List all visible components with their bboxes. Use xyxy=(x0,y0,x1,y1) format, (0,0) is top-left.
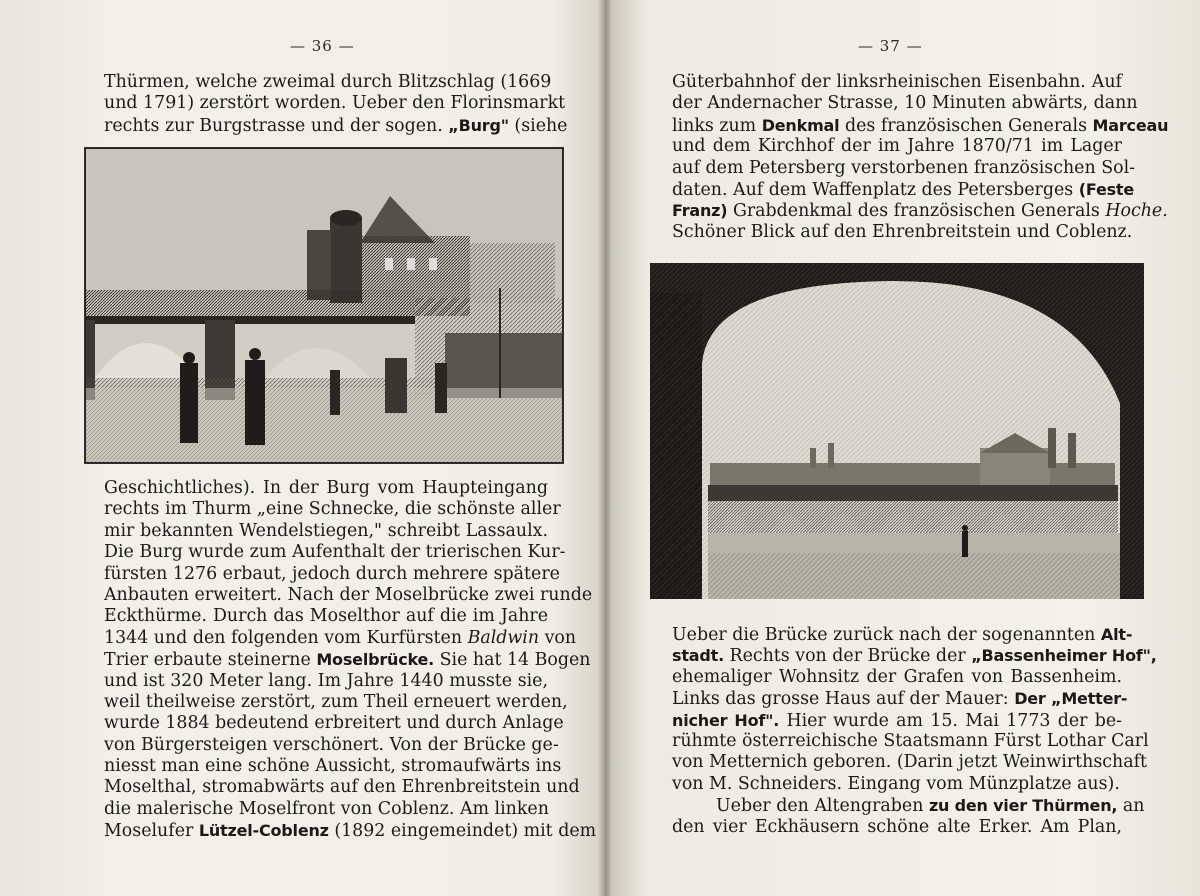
paragraph-main xyxy=(104,478,597,842)
keyword-luetzel-coblenz: Lützel-Coblenz xyxy=(198,821,329,841)
keyword-vier-thuermen: zu den vier Thürmen, xyxy=(928,796,1118,816)
text-line: Die Burg wurde zum Aufenthalt der trierischen Kur- xyxy=(104,542,566,563)
keyword-bassenheimer-hof: „Bassenheimer Hof", xyxy=(971,646,1157,666)
text-line: Anbauten erweitert. Nach der Moselbrücke zwei runde xyxy=(104,584,593,605)
page-number: — 36 — xyxy=(290,37,355,55)
text-line xyxy=(672,624,1133,645)
engraving-arch xyxy=(650,263,1144,599)
text-run: links zum xyxy=(672,115,757,136)
text-line: die malerische Moselfront von Coblenz. Am linken xyxy=(104,798,549,819)
text-run: Trier erbaute steinerne xyxy=(104,650,311,671)
text-line xyxy=(672,115,1169,136)
text-line: Güterbahnhof der linksrheinischen Eisenbahn. Auf xyxy=(672,72,1122,92)
text-line xyxy=(672,688,1128,710)
text-line: Moselthal, stromabwärts auf den Ehrenbreitstein und xyxy=(104,777,580,798)
page-number: — 37 — xyxy=(858,37,923,55)
text-line xyxy=(672,179,1135,200)
keyword-metternicher-hof: Der „Metter- xyxy=(1014,689,1128,709)
illustration-burg-bridge xyxy=(84,147,564,464)
text-line: der Andernacher Strasse, 10 Minuten abwärts, dann xyxy=(672,93,1138,114)
paragraph-main xyxy=(672,624,1157,838)
text-line xyxy=(672,200,1168,222)
text-line xyxy=(104,627,577,649)
engraving-burg xyxy=(85,148,563,463)
text-run: des französischen Generals xyxy=(844,115,1087,136)
keyword-metternicher-hof-cont: nicher Hof". xyxy=(672,710,780,730)
text-line: rechts im Thurm „eine Schnecke, die schönste aller xyxy=(104,499,561,520)
text-line xyxy=(672,795,1145,817)
text-line: Geschichtliches). In der Burg vom Haupteingang xyxy=(104,478,548,498)
right-page xyxy=(606,0,1200,896)
name-hoche: Hoche. xyxy=(1105,201,1168,222)
text-run: rechts zur Burgstrasse und der sogen. xyxy=(104,115,443,136)
text-run: (1892 eingemeindet) mit dem xyxy=(334,821,597,842)
text-line: niesst man eine schöne Aussicht, stromaufwärts ins xyxy=(104,756,562,777)
keyword-burg: „Burg" xyxy=(448,115,509,135)
keyword-denkmal: Denkmal xyxy=(761,115,840,135)
text-run: Grabdenkmal des französischen Generals xyxy=(732,201,1100,222)
illustration-bridge-arch xyxy=(650,263,1144,599)
text-line xyxy=(672,710,1122,731)
text-line xyxy=(104,820,597,842)
name-baldwin: Baldwin xyxy=(467,627,540,648)
text-run: an xyxy=(1122,796,1145,817)
keyword-altstadt: Alt- xyxy=(1100,625,1133,644)
text-line: fürsten 1276 erbaut, jedoch durch mehrere spätere xyxy=(104,563,560,584)
text-line: ehemaliger Wohnsitz der Grafen von Bassenheim. xyxy=(672,666,1122,687)
text-line: den vier Eckhäusern schöne alte Erker. Am Plan, xyxy=(672,816,1122,837)
text-line: von Metternich geboren. (Darin jetzt Weinwirthschaft xyxy=(672,752,1147,773)
text-line: wurde 1884 bedeutend erbreitert und durch Anlage xyxy=(104,713,564,734)
text-line xyxy=(104,649,591,671)
text-line: auf dem Petersberg verstorbenen französischen Sol- xyxy=(672,157,1136,178)
text-run: 1344 und den folgenden vom Kurfürsten xyxy=(104,627,463,648)
text-line: rühmte österreichische Staatsmann Fürst Lothar Carl xyxy=(672,730,1149,751)
text-line xyxy=(104,115,568,136)
text-run: Ueber den Altengraben xyxy=(716,796,924,817)
keyword-moselbruecke: Moselbrücke. xyxy=(316,650,435,670)
text-run: Sie hat 14 Bogen xyxy=(439,650,591,671)
text-run: Rechts von der Brücke der xyxy=(729,646,966,667)
text-line: von M. Schneiders. Eingang vom Münzplatze aus). xyxy=(672,773,1120,794)
text-run: Ueber die Brücke zurück nach der sogenannten xyxy=(672,625,1096,645)
text-line: und ist 320 Meter lang. Im Jahre 1440 musste sie, xyxy=(104,670,548,691)
text-line: von Bürgersteigen verschönert. Von der Brücke ge- xyxy=(104,734,559,755)
text-line: Eckthürme. Durch das Moselthor auf die im Jahre xyxy=(104,606,548,627)
text-run: daten. Auf dem Waffenplatz des Petersberges xyxy=(672,179,1074,200)
keyword-feste: (Feste xyxy=(1078,179,1135,199)
text-line: Schöner Blick auf den Ehrenbreitstein und Coblenz. xyxy=(672,221,1133,242)
paragraph-top xyxy=(672,72,1169,243)
text-line: mir bekannten Wendelstiegen," schreibt Lassaulx. xyxy=(104,520,548,541)
text-line: Thürmen, welche zweimal durch Blitzschlag (1669 xyxy=(104,72,552,92)
text-run: von xyxy=(544,627,577,648)
text-line: und 1791) zerstört worden. Ueber den Florinsmarkt xyxy=(104,93,566,114)
text-line: weil theilweise zerstört, zum Theil erneuert werden, xyxy=(104,691,568,712)
paragraph-top xyxy=(104,72,568,136)
text-run: Hier wurde am 15. Mai 1773 der be- xyxy=(786,710,1123,731)
text-run: Links das grosse Haus auf der Mauer: xyxy=(672,689,1009,710)
keyword-altstadt-cont: stadt. xyxy=(672,646,724,666)
keyword-franz: Franz) xyxy=(672,201,728,221)
text-run: (siehe xyxy=(514,115,568,136)
text-run: Moselufer xyxy=(104,821,194,842)
text-line xyxy=(672,645,1157,667)
text-line: und dem Kirchhof der im Jahre 1870/71 im Lager xyxy=(672,136,1122,157)
keyword-marceau: Marceau xyxy=(1092,115,1169,135)
